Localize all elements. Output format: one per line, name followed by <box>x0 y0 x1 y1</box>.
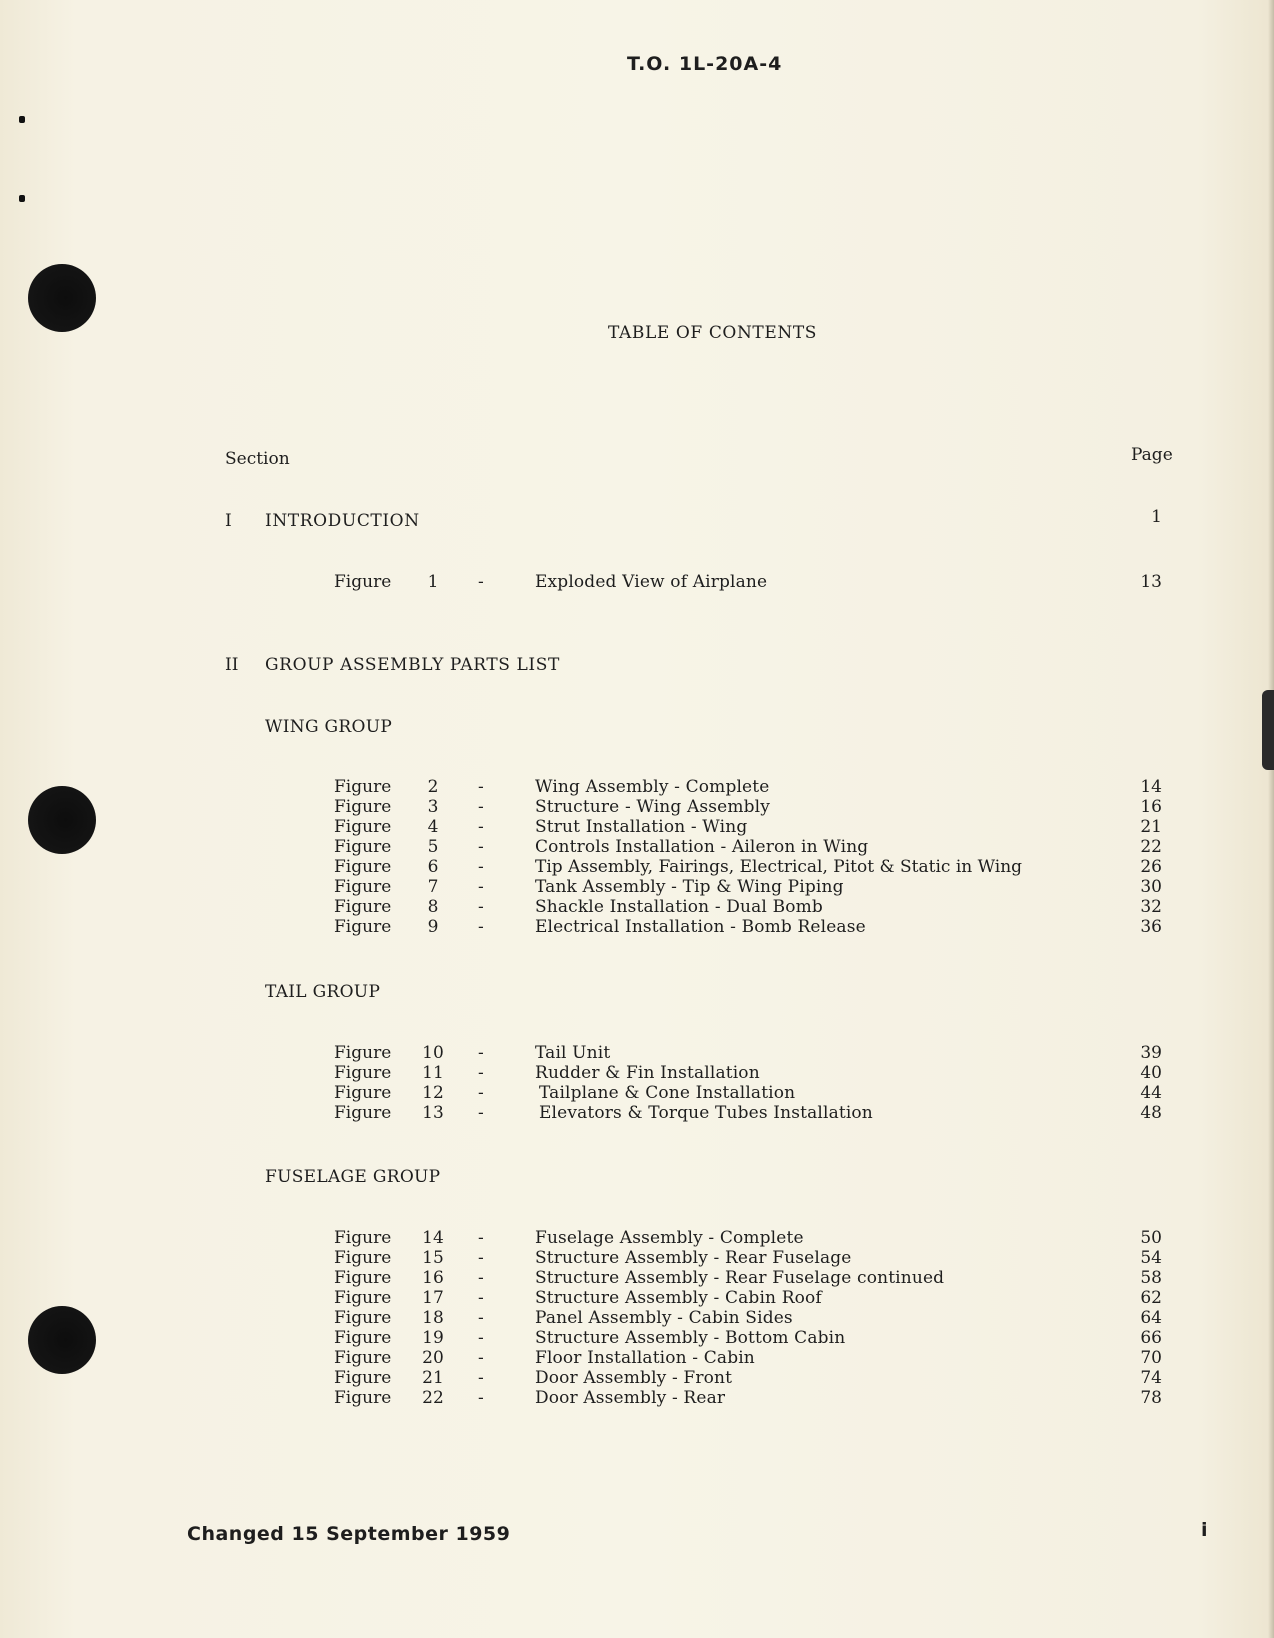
toc-entry <box>0 897 1274 917</box>
figure-title: Wing Assembly - Complete <box>535 777 770 797</box>
figure-page: 16 <box>1140 797 1162 817</box>
figure-label: Figure <box>334 572 392 592</box>
figure-title: Rudder & Fin Installation <box>535 1063 760 1083</box>
page-column-header: Page <box>1131 445 1173 465</box>
figure-page: 40 <box>1140 1063 1162 1083</box>
toc-entry <box>0 1308 1274 1328</box>
toc-entry <box>0 1043 1274 1063</box>
figure-number: 6 <box>427 857 439 877</box>
entry-dash: - <box>478 897 484 917</box>
figure-title: Tank Assembly - Tip & Wing Piping <box>535 877 844 897</box>
figure-number: 18 <box>422 1308 444 1328</box>
figure-number: 11 <box>422 1063 444 1083</box>
figure-label: Figure <box>334 837 392 857</box>
punch-hole <box>28 264 96 332</box>
figure-page: 48 <box>1140 1103 1162 1123</box>
entry-dash: - <box>478 1228 484 1248</box>
section-column-header: Section <box>225 449 290 469</box>
figure-page: 21 <box>1140 817 1162 837</box>
figure-page: 62 <box>1140 1288 1162 1308</box>
group-heading: WING GROUP <box>265 717 393 737</box>
figure-number: 20 <box>422 1348 444 1368</box>
figure-page: 78 <box>1140 1388 1162 1408</box>
figure-number: 1 <box>427 572 439 592</box>
toc-entry <box>0 1268 1274 1288</box>
figure-label: Figure <box>334 1388 392 1408</box>
toc-entry <box>0 877 1274 897</box>
toc-entry <box>0 1248 1274 1268</box>
figure-label: Figure <box>334 1348 392 1368</box>
figure-label: Figure <box>334 877 392 897</box>
figure-page: 54 <box>1140 1248 1162 1268</box>
entry-dash: - <box>478 1288 484 1308</box>
entry-dash: - <box>478 797 484 817</box>
binder-mark <box>19 195 25 202</box>
figure-number: 12 <box>422 1083 444 1103</box>
entry-dash: - <box>478 1268 484 1288</box>
figure-number: 2 <box>427 777 439 797</box>
toc-entry <box>0 1348 1274 1368</box>
figure-title: Tail Unit <box>535 1043 611 1063</box>
section-numeral: II <box>225 655 239 675</box>
figure-label: Figure <box>334 1063 392 1083</box>
figure-title: Elevators & Torque Tubes Installation <box>539 1103 873 1123</box>
figure-number: 21 <box>422 1368 444 1388</box>
toc-entry <box>0 777 1274 797</box>
figure-number: 4 <box>427 817 439 837</box>
figure-title: Tip Assembly, Fairings, Electrical, Pitot & Static in Wing <box>535 857 1023 877</box>
figure-label: Figure <box>334 917 392 937</box>
figure-title: Structure Assembly - Rear Fuselage <box>535 1248 852 1268</box>
binder-mark <box>19 116 25 123</box>
figure-page: 64 <box>1140 1308 1162 1328</box>
figure-number: 15 <box>422 1248 444 1268</box>
figure-title: Strut Installation - Wing <box>535 817 748 837</box>
toc-entry <box>0 917 1274 937</box>
figure-title: Structure Assembly - Cabin Roof <box>535 1288 822 1308</box>
figure-label: Figure <box>334 777 392 797</box>
figure-title: Door Assembly - Rear <box>535 1388 726 1408</box>
entry-dash: - <box>478 1348 484 1368</box>
entry-dash: - <box>478 1063 484 1083</box>
figure-page: 58 <box>1140 1268 1162 1288</box>
toc-entry <box>0 837 1274 857</box>
section-numeral: I <box>225 511 232 531</box>
figure-number: 7 <box>427 877 439 897</box>
entry-dash: - <box>478 777 484 797</box>
section-title: GROUP ASSEMBLY PARTS LIST <box>265 655 560 675</box>
figure-page: 39 <box>1140 1043 1162 1063</box>
figure-number: 5 <box>427 837 439 857</box>
change-date: Changed 15 September 1959 <box>187 1523 511 1545</box>
section-page: 1 <box>1151 507 1162 527</box>
figure-number: 17 <box>422 1288 444 1308</box>
figure-number: 8 <box>427 897 439 917</box>
figure-title: Floor Installation - Cabin <box>535 1348 755 1368</box>
section-title: INTRODUCTION <box>265 511 420 531</box>
group-heading: FUSELAGE GROUP <box>265 1167 441 1187</box>
figure-page: 30 <box>1140 877 1162 897</box>
figure-page: 50 <box>1140 1228 1162 1248</box>
figure-label: Figure <box>334 1248 392 1268</box>
figure-label: Figure <box>334 1328 392 1348</box>
figure-label: Figure <box>334 897 392 917</box>
entry-dash: - <box>478 572 484 592</box>
toc-entry <box>0 1368 1274 1388</box>
entry-dash: - <box>478 1103 484 1123</box>
entry-dash: - <box>478 1328 484 1348</box>
entry-dash: - <box>478 817 484 837</box>
figure-title: Structure Assembly - Bottom Cabin <box>535 1328 846 1348</box>
figure-label: Figure <box>334 1368 392 1388</box>
document-number: T.O. 1L-20A-4 <box>627 53 783 75</box>
figure-label: Figure <box>334 1083 392 1103</box>
toc-entry <box>0 1328 1274 1348</box>
entry-dash: - <box>478 917 484 937</box>
toc-entry <box>0 1083 1274 1103</box>
figure-page: 44 <box>1140 1083 1162 1103</box>
entry-dash: - <box>478 877 484 897</box>
figure-title: Panel Assembly - Cabin Sides <box>535 1308 793 1328</box>
figure-page: 13 <box>1140 572 1162 592</box>
figure-number: 19 <box>422 1328 444 1348</box>
toc-entry <box>0 797 1274 817</box>
entry-dash: - <box>478 1388 484 1408</box>
entry-dash: - <box>478 1083 484 1103</box>
figure-label: Figure <box>334 857 392 877</box>
figure-title: Structure - Wing Assembly <box>535 797 771 817</box>
figure-number: 16 <box>422 1268 444 1288</box>
figure-label: Figure <box>334 797 392 817</box>
entry-dash: - <box>478 1043 484 1063</box>
toc-entry <box>0 1063 1274 1083</box>
figure-page: 22 <box>1140 837 1162 857</box>
figure-page: 14 <box>1140 777 1162 797</box>
toc-entry <box>0 857 1274 877</box>
figure-title: Electrical Installation - Bomb Release <box>535 917 866 937</box>
figure-label: Figure <box>334 817 392 837</box>
toc-entry <box>0 1388 1274 1408</box>
toc-entry <box>0 817 1274 837</box>
figure-page: 26 <box>1140 857 1162 877</box>
figure-number: 13 <box>422 1103 444 1123</box>
group-heading: TAIL GROUP <box>265 982 381 1002</box>
toc-entry <box>0 572 1274 592</box>
figure-title: Tailplane & Cone Installation <box>539 1083 796 1103</box>
figure-title: Shackle Installation - Dual Bomb <box>535 897 823 917</box>
entry-dash: - <box>478 857 484 877</box>
figure-page: 66 <box>1140 1328 1162 1348</box>
figure-label: Figure <box>334 1103 392 1123</box>
entry-dash: - <box>478 1308 484 1328</box>
figure-label: Figure <box>334 1308 392 1328</box>
figure-number: 9 <box>427 917 439 937</box>
figure-page: 36 <box>1140 917 1162 937</box>
figure-label: Figure <box>334 1228 392 1248</box>
toc-entry <box>0 1228 1274 1248</box>
entry-dash: - <box>478 837 484 857</box>
page-edge-tab <box>1262 690 1274 770</box>
figure-title: Controls Installation - Aileron in Wing <box>535 837 869 857</box>
page-number: i <box>1201 1519 1209 1541</box>
figure-number: 3 <box>427 797 439 817</box>
figure-label: Figure <box>334 1288 392 1308</box>
entry-dash: - <box>478 1248 484 1268</box>
figure-title: Fuselage Assembly - Complete <box>535 1228 804 1248</box>
toc-entry <box>0 1103 1274 1123</box>
figure-title: Door Assembly - Front <box>535 1368 733 1388</box>
entry-dash: - <box>478 1368 484 1388</box>
figure-number: 10 <box>422 1043 444 1063</box>
figure-label: Figure <box>334 1043 392 1063</box>
figure-number: 22 <box>422 1388 444 1408</box>
figure-title: Structure Assembly - Rear Fuselage continued <box>535 1268 945 1288</box>
toc-entry <box>0 1288 1274 1308</box>
figure-title: Exploded View of Airplane <box>535 572 768 592</box>
figure-number: 14 <box>422 1228 444 1248</box>
figure-page: 32 <box>1140 897 1162 917</box>
figure-label: Figure <box>334 1268 392 1288</box>
figure-page: 70 <box>1140 1348 1162 1368</box>
page-title: TABLE OF CONTENTS <box>608 323 818 343</box>
figure-page: 74 <box>1140 1368 1162 1388</box>
